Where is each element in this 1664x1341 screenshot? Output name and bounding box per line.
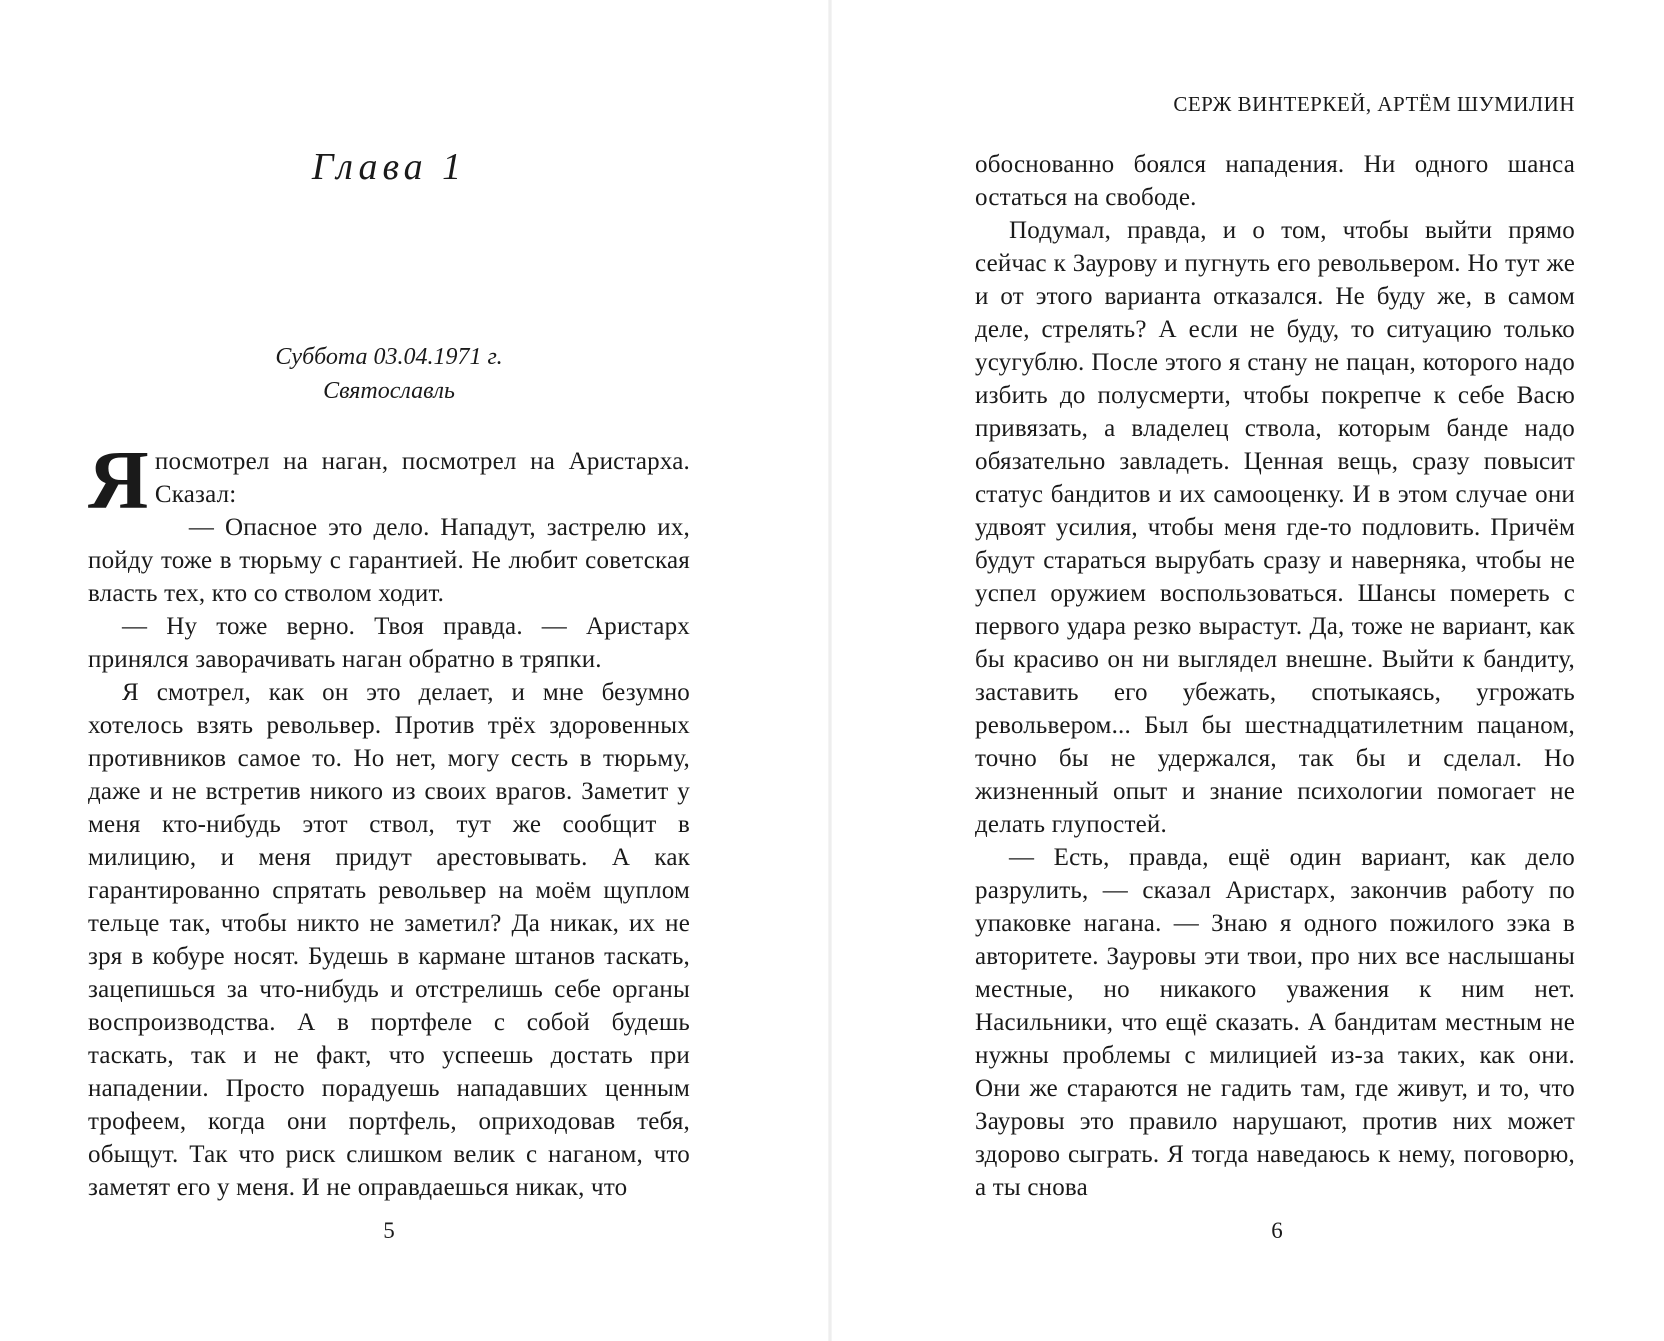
paragraph-1: обоснованно боялся нападения. Ни одного шанса остаться на свободе. xyxy=(975,151,1575,211)
paragraph-2: Подумал, правда, и о том, чтобы выйти прямо сейчас к Заурову и пугнуть его револьвером. Но тут же и от этого варианта отказался. Не буду же, в самом деле, стрелять? А если не буду, то ситуацию только усугублю. После этого я стану не пацан, которого надо избить до полусмерти, чтобы покрепче к себе Васю привязать, а владелец ствола, которым банде надо обязательно завладеть. Ценная вещь, сразу повысит статус бандитов и их самооценку. И в этом случае они удвоят усилия, чтобы меня где-то подловить. Причём будут стараться вырубать сразу и наверняка, чтобы не успел оружием воспользоваться. Шансы помереть с первого удара резко вырастут. Да, тоже не вариант, как бы красиво он ни выглядел внешне. Выйти к бандиту, заставить его убежать, спотыкаясь, угрожать револьвером... Был бы шестнадцатилетним пацаном, точно бы не удержался, так бы и сделал. Но жизненный опыт и знание психологии помогает не делать глупостей. xyxy=(975,217,1575,838)
page-number-left: 5 xyxy=(383,1218,395,1243)
paragraph-2: — Опасное это дело. Нападут, застрелю их, пойду тоже в тюрьму с гарантией. Не любит советская власть тех, кто со стволом ходит. xyxy=(88,514,690,607)
right-body-text xyxy=(975,148,1575,1204)
paragraph-1 xyxy=(88,434,690,527)
chapter-title: Глава 1 xyxy=(311,146,467,188)
page-number-right: 6 xyxy=(1271,1218,1283,1243)
paragraph-3: — Есть, правда, ещё один вариант, как дело разрулить, — сказал Аристарх, закончив работу по упаковке нагана. — Знаю я одного пожилого зэка в авторитете. Зауровы эти твои, про них все наслышаны местные, но никакого уважения к ним нет. Насильники, что ещё сказать. А бандитам местным не нужны проблемы с милицией из-за таких, как они. Они же стараются не гадить там, где живут, и то, что Зауровы это правило нарушают, против них может здорово сыграть. Я тогда наведаюсь к нему, поговорю, а ты снова xyxy=(975,844,1575,1201)
paragraph-4: Я смотрел, как он это делает, и мне безумно хотелось взять револьвер. Против трёх здоровенных противников самое то. Но нет, могу сесть в тюрьму, даже и не встретив никого из своих врагов. Заметит у меня кто-нибудь этот ствол, тут же сообщит в милицию, и меня придут арестовывать. А как гарантированно спрятать револьвер на моём щуплом тельце так, чтобы никто не заметил? Да никак, их не зря в кобуре носят. Будешь в кармане штанов таскать, зацепишься за что-нибудь и отстрелишь себе органы воспроизводства. А в портфеле с собой будешь таскать, так и не факт, что успеешь достать при нападении. Просто порадуешь нападавших ценным трофеем, когда они портфель, оприходовав тебя, обыщут. Так что риск слишком велик с наганом, что заметят его у меня. И не оправдаешься никак, что xyxy=(88,679,690,1201)
left-body-text xyxy=(88,434,690,1204)
drop-cap: Я xyxy=(88,434,149,527)
paragraph-3: — Ну тоже верно. Твоя правда. — Аристарх принялся заворачивать наган обратно в тряпки. xyxy=(88,613,690,673)
chapter-date: Суббота 03.04.1971 г. xyxy=(275,344,503,370)
running-head: СЕРЖ ВИНТЕРКЕЙ, АРТЁМ ШУМИЛИН xyxy=(1173,92,1575,116)
left-page xyxy=(0,0,830,1341)
paragraph-text: посмотрел на наган, посмотрел на Аристарха. Сказал: xyxy=(154,448,690,508)
chapter-dateline xyxy=(88,340,690,408)
chapter-place: Святославль xyxy=(323,378,455,404)
